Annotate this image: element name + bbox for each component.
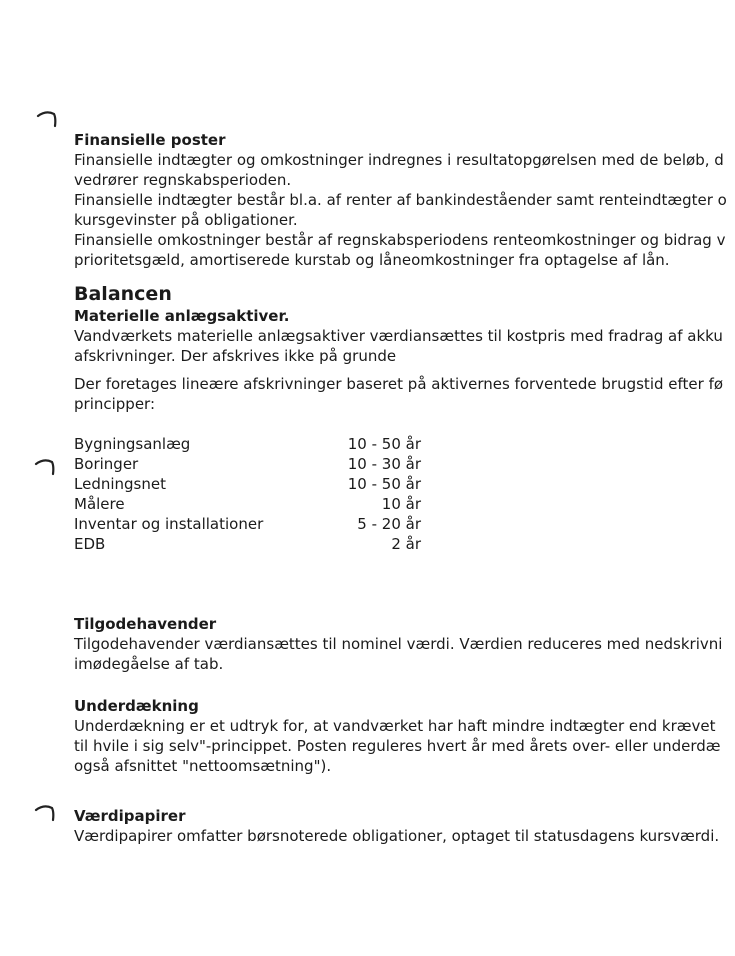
text-line: Finansielle omkostninger består af regnskabsperiodens renteomkostninger og bidrag v bbox=[74, 231, 726, 249]
section-balancen bbox=[74, 282, 735, 554]
section-underdaekning bbox=[74, 696, 735, 776]
asset-years: 5 - 20 år bbox=[357, 515, 421, 533]
text-line: kursgevinster på obligationer. bbox=[74, 211, 298, 229]
asset-years: 2 år bbox=[391, 535, 421, 553]
text-line: vedrører regnskabsperioden. bbox=[74, 171, 292, 189]
table-row bbox=[74, 534, 735, 554]
asset-name: Målere bbox=[74, 495, 125, 513]
text-line: Der foretages lineære afskrivninger baseret på aktivernes forventede brugstid efter fø bbox=[74, 375, 724, 393]
document-body bbox=[74, 130, 735, 846]
paragraph bbox=[74, 374, 735, 414]
section-heading: Underdækning bbox=[74, 697, 199, 715]
punch-hole-mark-bottom bbox=[34, 804, 56, 822]
section-subheading: Materielle anlægsaktiver. bbox=[74, 307, 290, 325]
paragraph bbox=[74, 150, 735, 270]
asset-name: Inventar og installationer bbox=[74, 515, 264, 533]
asset-years: 10 - 50 år bbox=[347, 475, 421, 493]
section-heading: Finansielle poster bbox=[74, 131, 226, 149]
asset-name: Ledningsnet bbox=[74, 475, 166, 493]
paragraph bbox=[74, 716, 735, 776]
table-row bbox=[74, 454, 735, 474]
asset-name: EDB bbox=[74, 535, 106, 553]
section-finansielle-poster bbox=[74, 130, 735, 270]
text-line: imødegåelse af tab. bbox=[74, 655, 224, 673]
section-heading: Værdipapirer bbox=[74, 807, 186, 825]
asset-years: 10 - 30 år bbox=[347, 455, 421, 473]
text-line: principper: bbox=[74, 395, 156, 413]
text-line: Vandværkets materielle anlægsaktiver værdiansættes til kostpris med fradrag af akku bbox=[74, 327, 723, 345]
asset-years: 10 år bbox=[381, 495, 421, 513]
text-line: prioritetsgæld, amortiserede kurstab og låneomkostninger fra optagelse af lån. bbox=[74, 251, 670, 269]
text-line: til hvile i sig selv"-princippet. Posten reguleres hvert år med årets over- eller underdæ bbox=[74, 737, 721, 755]
text-line: Finansielle indtægter består bl.a. af renter af bankindeståender samt renteindtægter o bbox=[74, 191, 727, 209]
table-row bbox=[74, 494, 735, 514]
punch-hole-mark-top bbox=[36, 110, 58, 128]
asset-name: Bygningsanlæg bbox=[74, 435, 191, 453]
punch-hole-mark-middle bbox=[34, 458, 56, 476]
text-line: afskrivninger. Der afskrives ikke på grunde bbox=[74, 347, 397, 365]
paragraph bbox=[74, 826, 735, 846]
table-row bbox=[74, 434, 735, 454]
table-row bbox=[74, 474, 735, 494]
asset-years: 10 - 50 år bbox=[347, 435, 421, 453]
paragraph bbox=[74, 326, 735, 366]
paragraph bbox=[74, 634, 735, 674]
section-vaerdipapirer bbox=[74, 806, 735, 846]
text-line: Finansielle indtægter og omkostninger indregnes i resultatopgørelsen med de beløb, d bbox=[74, 151, 724, 169]
text-line: Værdipapirer omfatter børsnoterede obligationer, optaget til statusdagens kursværdi. bbox=[74, 827, 720, 845]
table-row bbox=[74, 514, 735, 534]
section-tilgodehavender bbox=[74, 614, 735, 674]
depreciation-table bbox=[74, 434, 735, 554]
text-line: også afsnittet "nettoomsætning"). bbox=[74, 757, 332, 775]
asset-name: Boringer bbox=[74, 455, 139, 473]
text-line: Tilgodehavender værdiansættes til nominel værdi. Værdien reduceres med nedskrivni bbox=[74, 635, 723, 653]
section-heading: Tilgodehavender bbox=[74, 615, 217, 633]
page-section-title: Balancen bbox=[74, 283, 172, 305]
text-line: Underdækning er et udtryk for, at vandværket har haft mindre indtægter end krævet bbox=[74, 717, 716, 735]
